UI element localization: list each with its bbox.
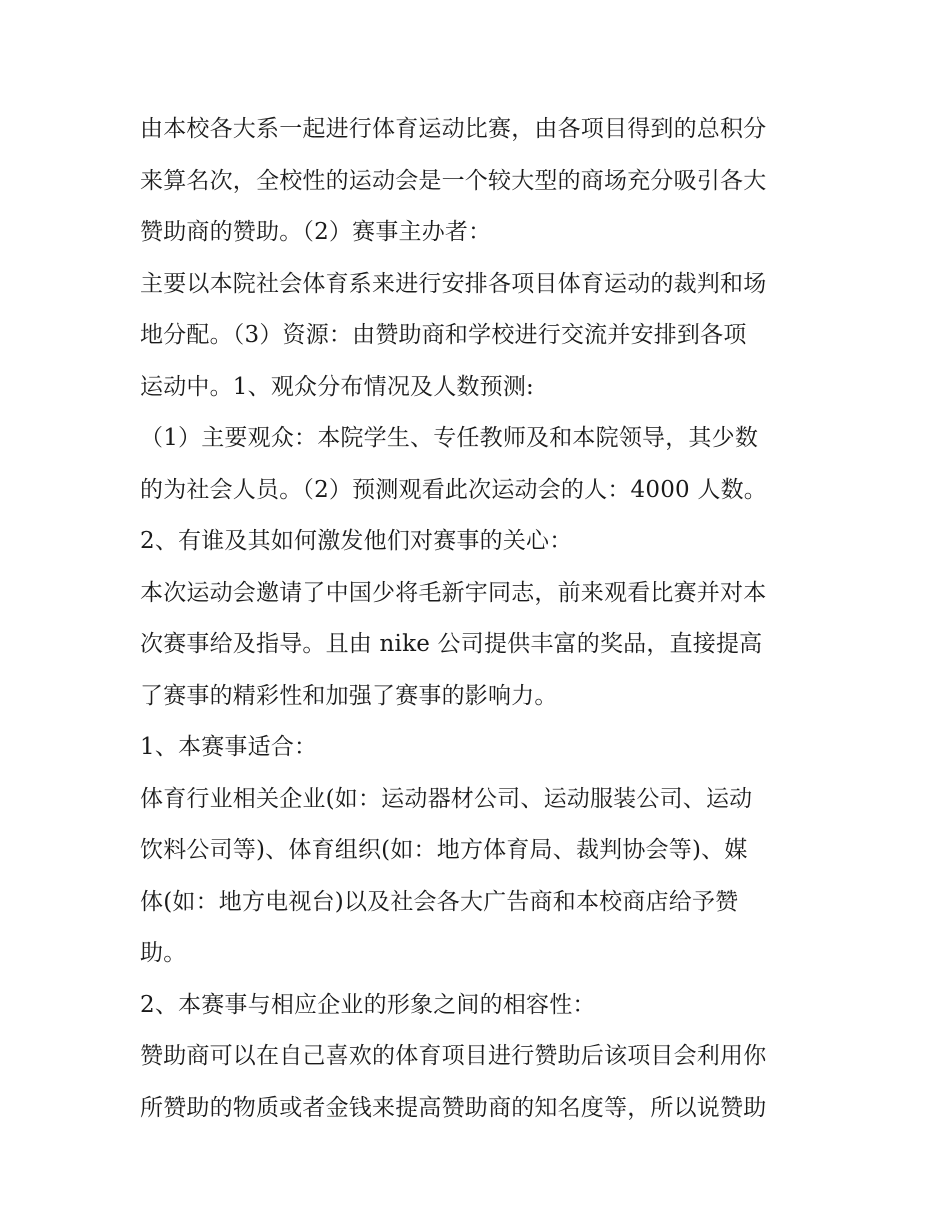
text-line: 所赞助的物质或者金钱来提高赞助商的知名度等，所以说赞助	[140, 1094, 767, 1121]
text-line: 本次运动会邀请了中国少将毛新宇同志，前来观看比赛并对本	[140, 579, 767, 606]
text-line: 地分配。（3）资源：由赞助商和学校进行交流并安排到各项	[140, 322, 747, 348]
text-line: 体(如：地方电视台)以及社会各大广告商和本校商店给予赞	[140, 888, 739, 915]
text-line: 运动中。1、观众分布情况及人数预测:	[140, 373, 534, 400]
text-line: 赞助商的赞助。（2）赛事主办者：	[140, 219, 492, 245]
section-heading: 1、本赛事适合：	[140, 734, 318, 760]
text-line: （1）主要观众：本院学生、专任教师及和本院领导，其少数	[140, 425, 759, 451]
text-line: 的为社会人员。（2）预测观看此次运动会的人：4000 人数。	[140, 476, 767, 503]
text-line: 饮料公司等)、体育组织(如：地方体育局、裁判协会等)、媒	[140, 837, 748, 863]
text-line: 次赛事给及指导。且由 nike 公司提供丰富的奖品，直接提高	[140, 631, 763, 657]
text-line: 来算名次，全校性的运动会是一个较大型的商场充分吸引各大	[140, 167, 767, 194]
section-heading: 2、有谁及其如何激发他们对赛事的关心：	[140, 528, 573, 554]
text-line: 助。	[140, 940, 187, 966]
document-body	[140, 104, 830, 1134]
text-line: 了赛事的精彩性和加强了赛事的影响力。	[140, 682, 558, 709]
section-heading: 2、本赛事与相应企业的形象之间的相容性：	[140, 991, 596, 1018]
text-line: 由本校各大系一起进行体育运动比赛，由各项目得到的总积分	[140, 116, 767, 142]
text-line: 体育行业相关企业(如：运动器材公司、运动服装公司、运动	[140, 785, 753, 812]
text-line: 赞助商可以在自己喜欢的体育项目进行赞助后该项目会利用你	[140, 1043, 767, 1069]
text-line: 主要以本院社会体育系来进行安排各项目体育运动的裁判和场	[140, 270, 767, 297]
